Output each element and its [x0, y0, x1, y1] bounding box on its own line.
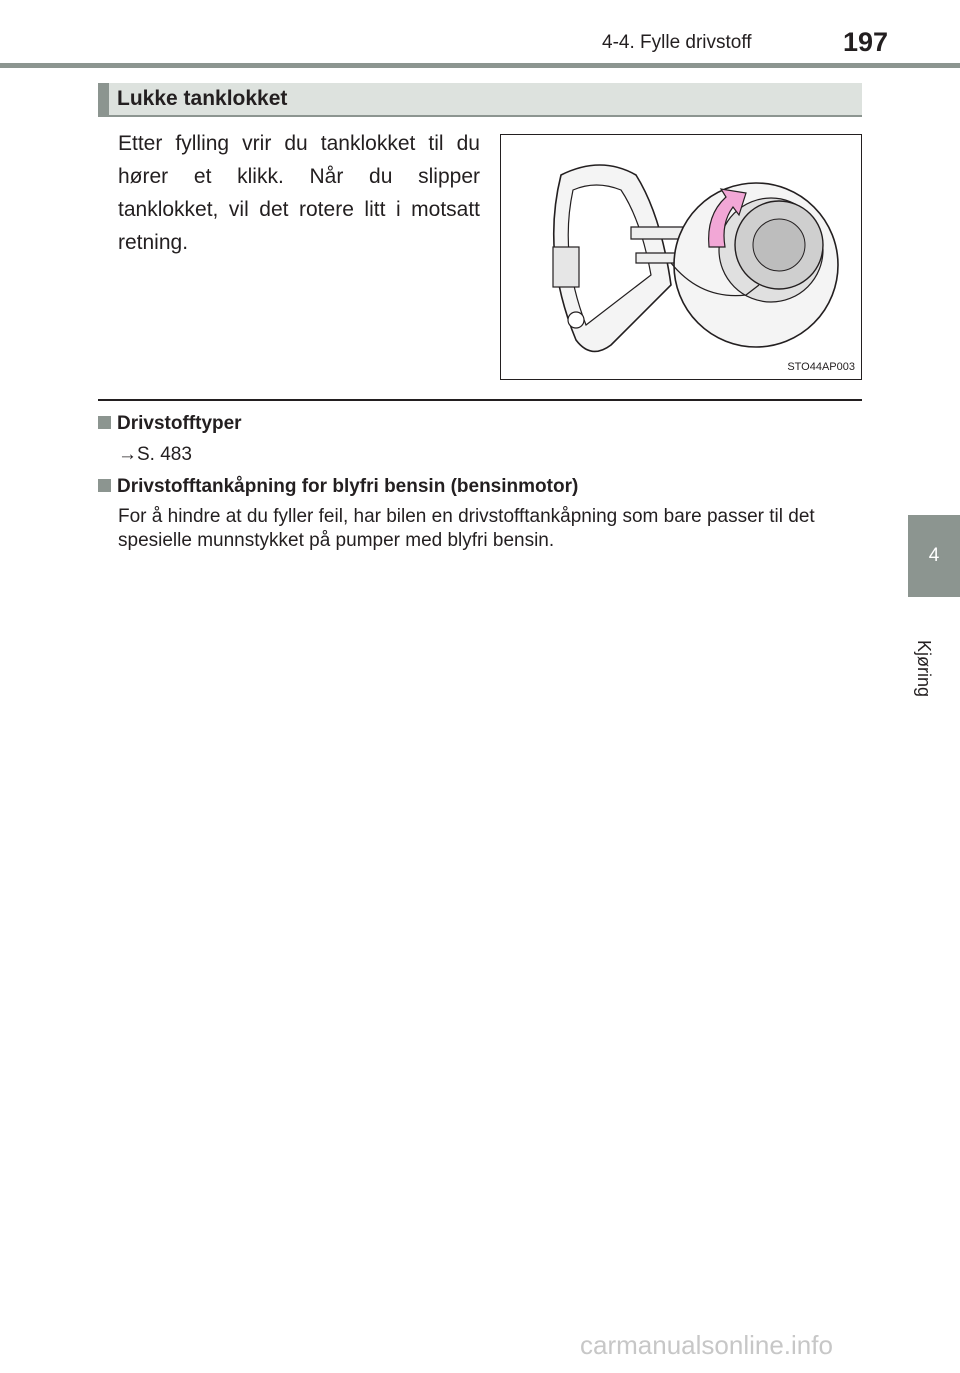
watermark: carmanualsonline.info: [580, 1330, 833, 1360]
note-body-fuel-types[interactable]: →S. 483: [118, 444, 192, 465]
fuel-cap-illustration: [500, 134, 862, 380]
header-section-title: 4-4. Fylle drivstoff: [602, 32, 752, 53]
section-separator: [98, 399, 862, 401]
note-body-unleaded-opening: For å hindre at du fyller feil, har bilen en drivstofftankåpning som bare passer til det spesielle munnstykket på pumper med blyfri bensin.: [118, 506, 815, 551]
section-heading-text: Lukke tanklokket: [117, 87, 288, 110]
page-number: 197: [843, 27, 889, 57]
header-rule: [0, 63, 960, 68]
bullet-square-icon: [98, 416, 111, 429]
section-heading: [98, 83, 862, 117]
chapter-title: Kjøring: [914, 640, 934, 698]
note-heading-fuel-types: [98, 413, 242, 435]
fuel-cap-drawing: [501, 135, 860, 378]
door-latch: [553, 247, 579, 287]
chapter-number: 4: [928, 545, 940, 566]
section-paragraph: Etter fylling vrir du tanklokket til du hører et klikk. Når du slipper tanklokket, vil det rotere litt i motsatt retning.: [118, 132, 480, 254]
door-hole: [568, 312, 584, 328]
figure-code: STO44AP003: [787, 361, 855, 373]
chapter-tab[interactable]: [908, 515, 960, 597]
note-heading-text: Drivstofftankåpning for blyfri bensin (bensinmotor): [117, 476, 579, 497]
note-heading-unleaded-opening: [98, 476, 578, 498]
bullet-square-icon: [98, 479, 111, 492]
fuel-cap-center: [753, 219, 805, 271]
note-heading-text: Drivstofftyper: [117, 413, 242, 434]
